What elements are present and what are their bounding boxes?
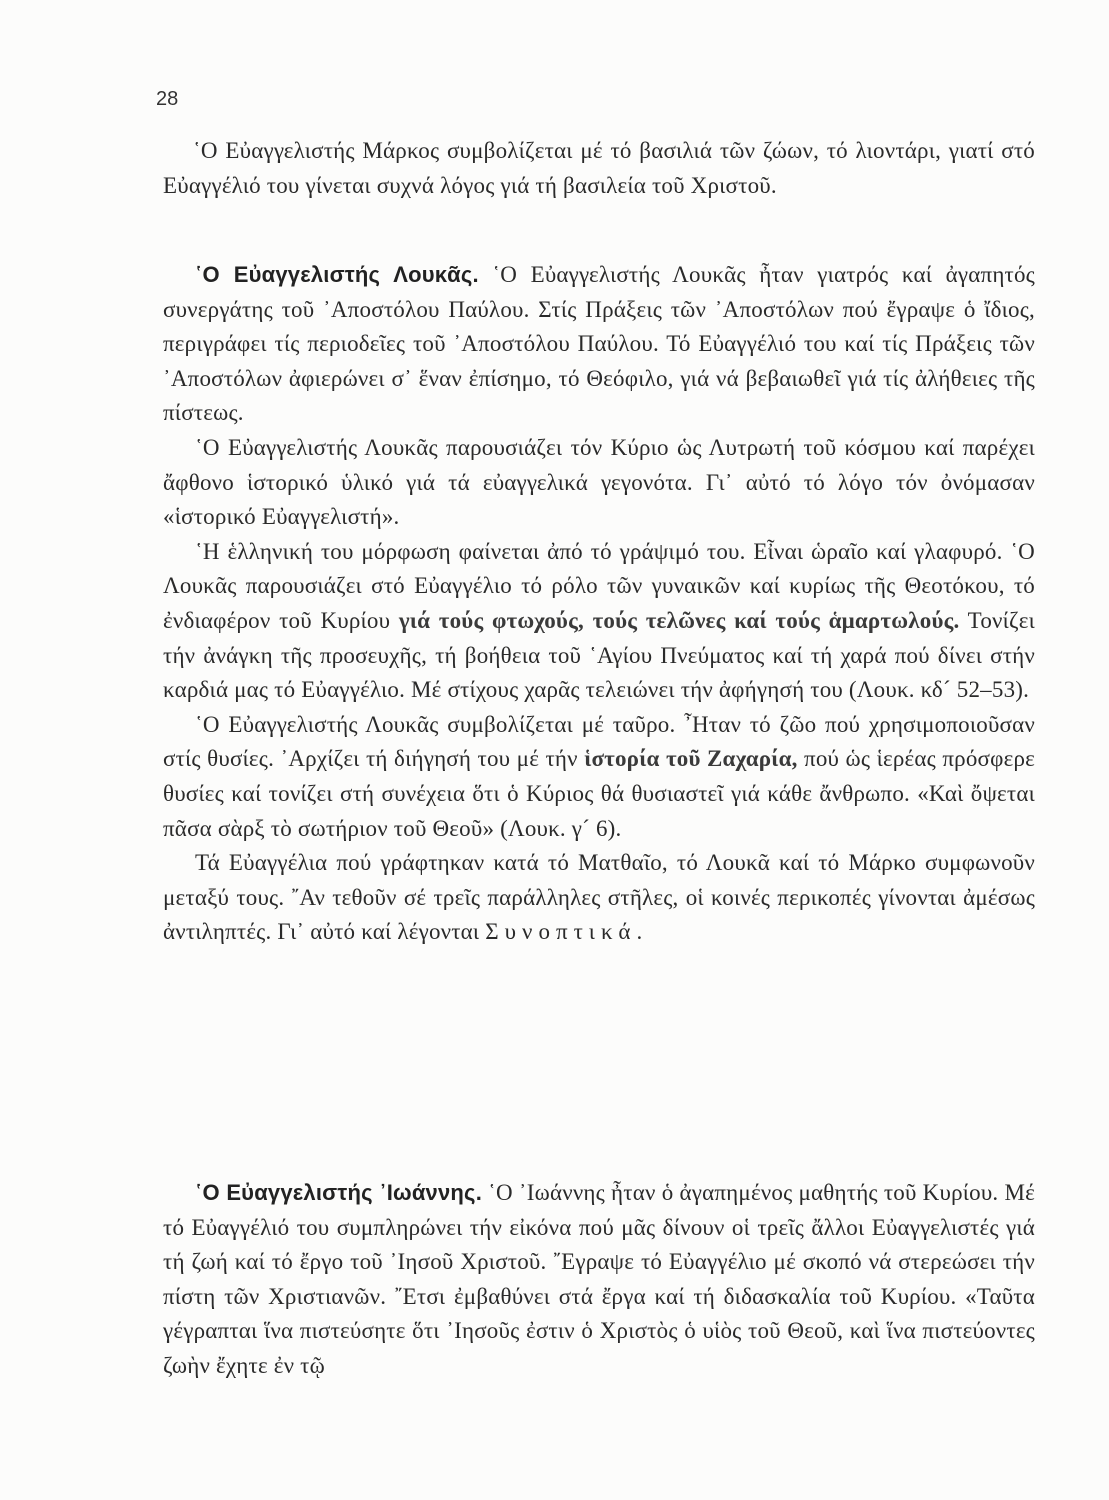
luke-paragraph-3-emphasis: γιά τούς φτωχούς, τούς τελῶνες καί τούς ἁμαρτωλούς. (398, 607, 960, 633)
john-heading: ῾Ο Εὐαγγελιστής ᾿Ιωάννης. (195, 1180, 483, 1205)
luke-section (163, 258, 1035, 950)
luke-paragraph-3-part-b: Τονίζει τήν ἀνάγκη τῆς προσευχῆς, τή βοήθεια τοῦ ῾Αγίου Πνεύματος καί τή χαρά πού δίνει στήν καρδιά μας τό Εὐαγγέλιο. Μέ στίχους χαρᾶς τελειώνει τήν ἀφήγησή του (Λουκ. κδ´ 52–53). (163, 607, 1035, 703)
luke-paragraph-5 (163, 846, 1035, 950)
luke-heading: ῾Ο Εὐαγγελιστής Λουκᾶς. (195, 262, 479, 287)
mark-paragraph: ῾Ο Εὐαγγελιστής Μάρκος συμβολίζεται μέ τό βασιλιά τῶν ζώων, τό λιοντάρι, γιατί στό Εὐαγγέλιό του γίνεται συχνά λόγος γιά τή βασιλεία τοῦ Χριστοῦ. (163, 138, 1035, 198)
john-paragraph-1-text: ῾Ο ᾿Ιωάννης ἦταν ὁ ἀγαπημένος μαθητής τοῦ Κυρίου. Μέ τό Εὐαγγέλιό του συμπληρώνει τήν εἰκόνα πού μᾶς δίνουν οἱ τρεῖς ἄλλοι Εὐαγγελιστές γιά τή ζωή καί τό ἔργο τοῦ ᾿Ιησοῦ Χριστοῦ. ῎Εγραψε τό Εὐαγγέλιο μέ σκοπό νά στερεώσει τήν πίστη τῶν Χριστιανῶν. ῎Ετσι ἐμβαθύνει στά ἔργα καί τή διδασκαλία τοῦ Κυρίου. «Ταῦτα γέγραπται ἵνα πιστεύσητε ὅτι ᾿Ιησοῦς ἐστιν ὁ Χριστὸς ὁ υἱὸς τοῦ Θεοῦ, καὶ ἵνα πιστεύοντες ζωὴν ἔχητε ἐν τῷ (163, 1180, 1035, 1378)
luke-paragraph-2: ῾Ο Εὐαγγελιστής Λουκᾶς παρουσιάζει τόν Κύριο ὡς Λυτρωτή τοῦ κόσμου καί παρέχει ἄφθονο ἱστορικό ὑλικό γιά τά εὐαγγελικά γεγονότα. Γι᾿ αὐτό τό λόγο τόν ὀνόμασαν «ἱστορικό Εὐαγγελιστή». (163, 434, 1035, 530)
luke-paragraph-5-end: . (636, 919, 643, 945)
page-number: 28 (156, 88, 179, 110)
luke-paragraph-1-text: ῾Ο Εὐαγγελιστής Λουκᾶς ἦταν γιατρός καί ἀγαπητός συνεργάτης τοῦ ᾿Αποστόλου Παύλου. Στίς Πράξεις τῶν ᾿Αποστόλων πού ἔγραψε ὁ ἴδιος, περιγράφει τίς περιοδεῖες τοῦ ᾿Αποστόλου Παύλου. Τό Εὐαγγέλιό του καί τίς Πράξεις τῶν ᾿Αποστόλων ἀφιερώνει σ᾿ ἕναν ἐπίσημο, τό Θεόφιλο, γιά νά βεβαιωθεῖ γιά τίς ἀλήθειες τῆς πίστεως. (163, 262, 1035, 426)
intro-block (163, 134, 1035, 203)
john-section (163, 1176, 1035, 1384)
synoptic-term: Συνοπτικά (485, 919, 637, 945)
luke-paragraph-3-part-a: ῾Η ἑλληνική του μόρφωση φαίνεται ἀπό τό γράψιμό του. Εἶναι ὡραῖο καί γλαφυρό. ῾Ο Λουκᾶς παρουσιάζει στό Εὐαγγέλιο τό ρόλο τῶν γυναικῶν καί κυρίως τῆς Θεοτόκου, τό ἐνδιαφέρον τοῦ Κυρίου (163, 538, 1035, 633)
luke-paragraph-1 (163, 258, 1035, 431)
luke-paragraph-3 (163, 535, 1035, 708)
luke-paragraph-4-part-a: ῾Ο Εὐαγγελιστής Λουκᾶς συμβολίζεται μέ ταῦρο. ῏Ηταν τό ζῶο πού χρησιμοποιοῦσαν στίς θυσίες. ᾿Αρχίζει τή διήγησή του μέ τήν (163, 711, 1035, 772)
john-paragraph-1 (163, 1176, 1035, 1384)
luke-paragraph-5-part-a: Τά Εὐαγγέλια πού γράφτηκαν κατά τό Ματθαῖο, τό Λουκᾶ καί τό Μάρκο συμφωνοῦν μεταξύ τους. ῎Αν τεθοῦν σέ τρεῖς παράλληλες στῆλες, οἱ κοινές περικοπές γίνονται ἀμέσως ἀντιληπτές. Γι᾿ αὐτό καί λέγονται (163, 850, 1035, 945)
luke-paragraph-4-part-b: πού ὡς ἱερέας πρόσφερε θυσίες καί τονίζει στή συνέχεια ὅτι ὁ Κύριος θά θυσιαστεῖ γιά κάθε ἄνθρωπο. «Καὶ ὄψεται πᾶσα σὰρξ τὸ σωτήριον τοῦ Θεοῦ» (Λουκ. γ´ 6). (163, 746, 1035, 841)
luke-paragraph-4 (163, 708, 1035, 846)
luke-paragraph-4-emphasis: ἱστορία τοῦ Ζαχαρία, (584, 746, 798, 772)
